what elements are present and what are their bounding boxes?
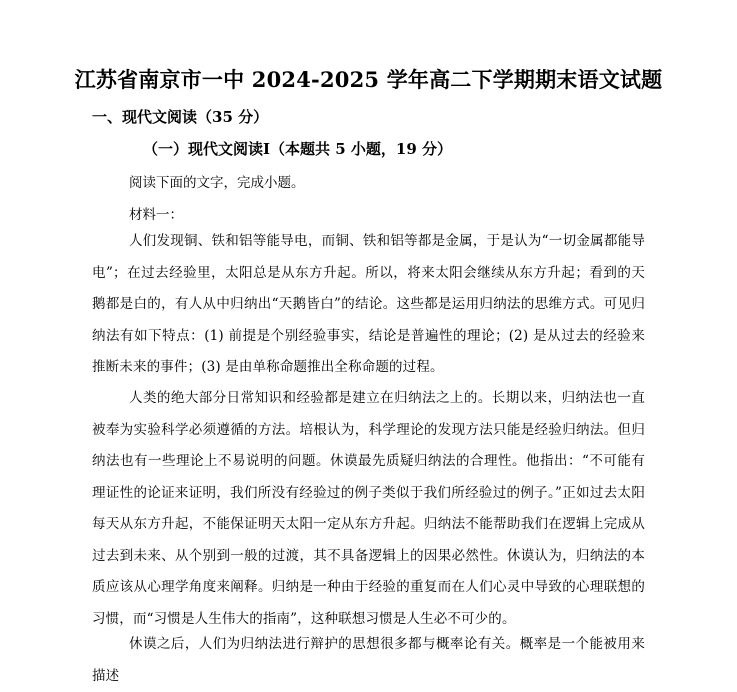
paragraph: 人们发现铜、铁和铝等能导电，而铜、铁和铝等都是金属，于是认为“一切金属都能导电”；在过去经验里，太阳总是从东方升起。所以，将来太阳会继续从东方升起；看到的天鹅都是白的，有人从中归纳出“天鹅皆白”的结论。这些都是运用归纳法的思维方式。可见归纳法有如下特点：(1) 前提是个别经验事实，结论是普遍性的理论；(2) 是从过去的经验来推断未来的事件；(3) 是由单称命题推出全称命题的过程。 (92, 233, 645, 375)
section-heading: 一、现代文阅读（35 分） (92, 108, 269, 126)
document-title: 江苏省南京市一中 2024-2025 学年高二下学期期末语文试题 (74, 67, 663, 92)
sub-section-heading: （一）现代文阅读I（本题共 5 小题，19 分） (143, 140, 452, 158)
reading-instruction: 阅读下面的文字，完成小题。 (129, 175, 305, 191)
paragraph-partial: 休谟之后，人们为归纳法进行辩护的思想很多都与概率论有关。概率是一个能被用来描述 (92, 636, 645, 684)
material-label: 材料一： (129, 207, 183, 223)
paragraph: 人类的绝大部分日常知识和经验都是建立在归纳法之上的。长期以来，归纳法也一直被奉为实验科学必须遵循的方法。培根认为，科学理论的发现方法只能是经验归纳法。但归纳法也有一些理论上不易说明的问题。休谟最先质疑归纳法的合理性。他指出：“不可能有理证性的论证来证明，我们所没有经验过的例子类似于我们所经验过的例子。”正如过去太阳每天从东方升起，不能保证明天太阳一定从东方升起。归纳法不能帮助我们在逻辑上完成从过去到未来、从个别到一般的过渡，其不具备逻辑上的因果必然性。休谟认为，归纳法的本质应该从心理学角度来阐释。归纳是一种由于经验的重复而在人们心灵中导致的心理联想的习惯，而“习惯是人生伟大的指南”，这种联想习惯是人生必不可少的。 (92, 390, 645, 627)
